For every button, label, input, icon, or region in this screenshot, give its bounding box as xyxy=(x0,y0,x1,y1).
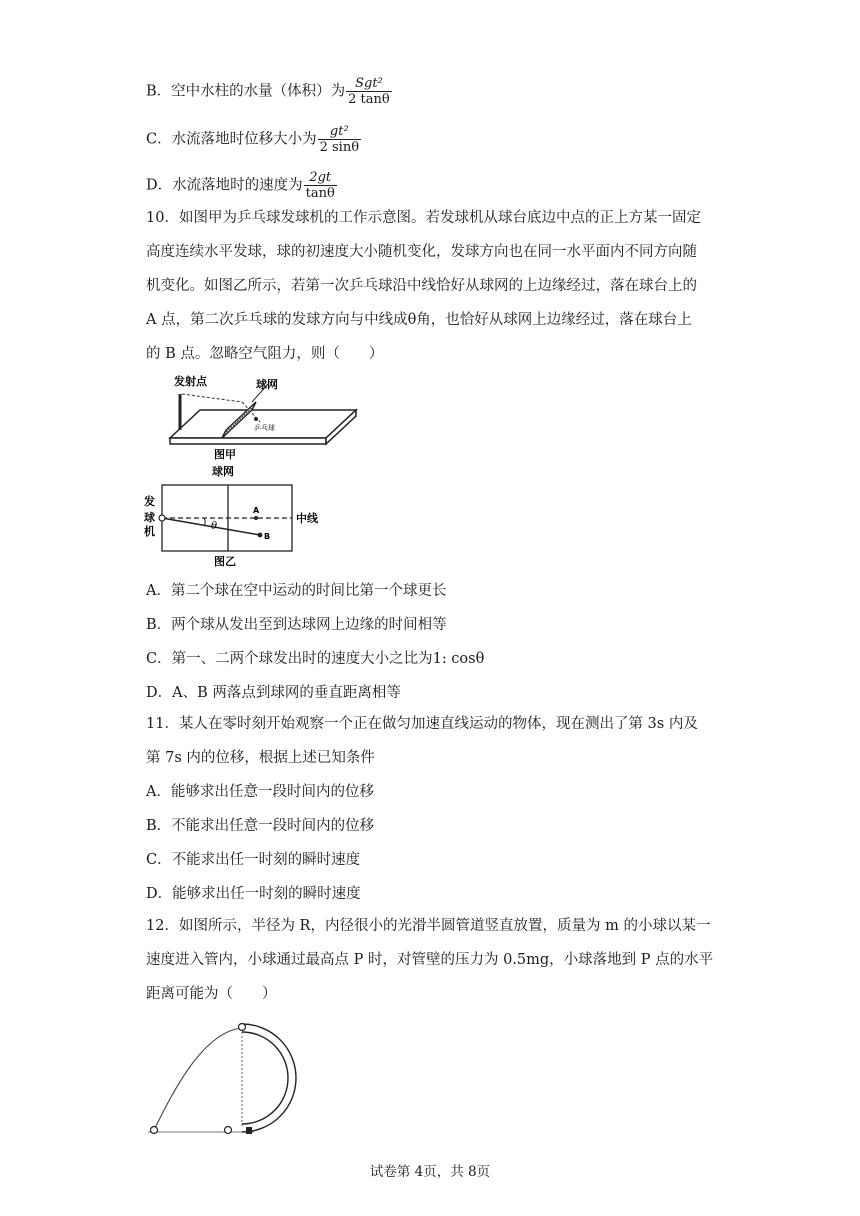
label-net: 球网 xyxy=(256,378,278,391)
q9-option-b xyxy=(146,76,392,107)
q9-option-d xyxy=(146,170,337,201)
label-net-top: 球网 xyxy=(212,465,234,478)
launcher-dot xyxy=(159,515,165,521)
label-launch-point: 发射点 xyxy=(174,375,207,388)
q11-option-a: A．能够求出任意一段时间内的位移 xyxy=(146,784,374,800)
q9-option-d-text: D．水流落地时的速度为 xyxy=(146,177,303,194)
fraction-denominator: 2 tanθ xyxy=(348,92,390,107)
q10-stem-line: 的 B 点。忽略空气阻力，则（ ） xyxy=(146,346,384,362)
q12-stem-line: 距离可能为（ ） xyxy=(146,986,277,1002)
q10-option-b: B．两个球从发出至到达球网上边缘的时间相等 xyxy=(146,617,447,633)
q9-option-c-text: C．水流落地时位移大小为 xyxy=(146,131,317,148)
label-theta: θ xyxy=(211,521,218,532)
q10-option-d: D．A、B 两落点到球网的垂直距离相等 xyxy=(146,685,401,701)
fraction-numerator: gt² xyxy=(318,124,361,140)
table-front xyxy=(170,438,326,444)
q12-stem xyxy=(146,909,718,1011)
fraction-numerator: Sgt² xyxy=(346,76,392,92)
label-midline: 中线 xyxy=(296,512,318,525)
q10-stem-line: 高度连续水平发球，球的初速度大小随机变化，发球方向也在同一水平面内不同方向随 xyxy=(146,244,697,260)
label-ball: 乒乓球 xyxy=(254,424,275,432)
trajectory-line xyxy=(182,394,242,402)
q9-option-d-fraction xyxy=(304,170,337,201)
caption-jia: 图甲 xyxy=(214,448,236,461)
q11-stem-line: 11．某人在零时刻开始观察一个正在做匀加速直线运动的物体，现在测出了第 3s 内及 xyxy=(146,716,698,732)
q11-stem-line: 第 7s 内的位移，根据上述已知条件 xyxy=(146,750,375,766)
q10-stem-line: 10．如图甲为乒乓球发球机的工作示意图。若发球机从球台底边中点的正上方某一固定 xyxy=(146,210,701,226)
label-machine-2: 球 xyxy=(144,511,155,524)
figure-semicircle-tube xyxy=(142,1014,312,1140)
q10-stem-line: 机变化。如图乙所示，若第一次乒乓球沿中线恰好从球网的上边缘经过，落在球台上的 xyxy=(146,278,697,294)
label-machine-1: 发 xyxy=(144,495,155,508)
figure-yi xyxy=(142,463,342,571)
q9-option-b-fraction xyxy=(346,76,392,107)
figure-jia xyxy=(160,372,360,462)
fraction-denominator: tanθ xyxy=(305,186,335,201)
q10-stem xyxy=(146,201,718,371)
q11-option-b: B．不能求出任意一段时间内的位移 xyxy=(146,818,375,834)
q10-option-c: C．第一、二两个球发出时的速度大小之比为1: cosθ xyxy=(146,651,485,667)
point-a xyxy=(254,516,258,520)
trajectory-curve xyxy=(154,1028,242,1130)
q9-option-c xyxy=(146,124,361,155)
caption-yi: 图乙 xyxy=(214,555,236,568)
q12-stem-line: 速度进入管内，小球通过最高点 P 时，对管壁的压力为 0.5mg，小球落地到 P 点的水平 xyxy=(146,952,714,968)
q10-options xyxy=(146,574,718,710)
fraction-denominator: 2 sinθ xyxy=(319,140,360,155)
q11-option-c: C．不能求出任一时刻的瞬时速度 xyxy=(146,852,361,868)
tube-inner xyxy=(242,1032,288,1124)
q11-option-d: D．能够求出任一时刻的瞬时速度 xyxy=(146,886,361,902)
q9-option-b-text: B．空中水柱的水量（体积）为 xyxy=(146,83,346,100)
fraction-numerator: 2gt xyxy=(304,170,337,186)
q10-option-a: A．第二个球在空中运动的时间比第一个球更长 xyxy=(146,583,447,599)
q10-stem-line: A 点，第二次乒乓球的发球方向与中线成θ角，也恰好从球网上边缘经过，落在球台上 xyxy=(146,312,692,328)
ball-entry xyxy=(225,1127,232,1134)
q12-stem-line: 12．如图所示，半径为 R，内径很小的光滑半圆管道竖直放置，质量为 m 的小球以某一 xyxy=(146,918,711,934)
label-machine-3: 机 xyxy=(144,525,155,538)
label-a: A xyxy=(253,506,260,515)
point-b xyxy=(258,533,263,538)
ball-dot xyxy=(254,417,258,421)
q9-option-c-fraction xyxy=(318,124,361,155)
q11-block xyxy=(146,707,718,911)
ball-at-p xyxy=(239,1024,246,1031)
label-b: B xyxy=(264,532,271,541)
ball-landing xyxy=(151,1127,158,1134)
page-footer: 试卷第 4页，共 8页 xyxy=(369,1164,491,1180)
tube-mouth xyxy=(246,1127,252,1134)
